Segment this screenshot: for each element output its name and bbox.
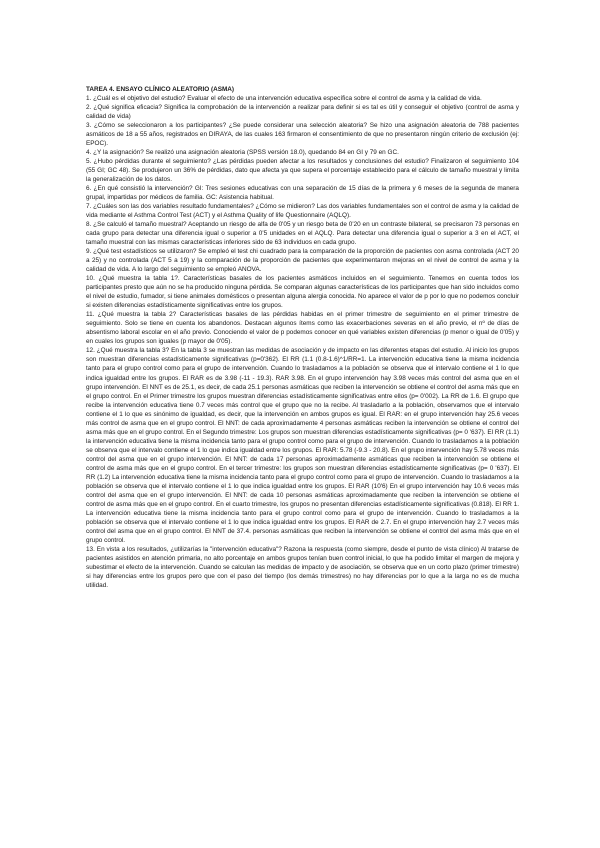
answer-paragraph-2: 2. ¿Qué significa eficacia? Significa la comprobación de la intervención a realizar para definir si es tal es útil y conseguir el objetivo (control de asma y calidad de vida) [86, 104, 519, 121]
document-page [86, 85, 519, 590]
answer-paragraph-13: 13. En vista a los resultados, ¿utilizarías la "intervención educativa"? Razona la respuesta (como siempre, desde el punto de vista clínico) Al tratarse de pacientes asistidos en atención primaria, no alto porcentaje en ambos grupos tenían buen control inicial, lo que ha podido limitar el margen de mejora y subestimar el efecto de la intervención. Cuando se calculan las medidas de impacto y de asociación, se observa que en un corto plazo (primer trimestre) si hay diferencias entre los grupos pero que con el paso del tiempo (los demás trimestres) no hay diferencias por lo que a la larga no es de mucha utilidad. [86, 545, 519, 589]
answer-paragraph-3: 3. ¿Cómo se seleccionaron a los participantes? ¿Se puede considerar una selección aleatoria? Se hizo una asignación aleatoria de 788 pacientes asmáticos de 18 a 55 años, registrados en DIRAYA, de las cuales 163 firmaron el consentimiento de que no presentaron ningún criterio de exclusión (ej: EPOC). [86, 122, 519, 148]
answer-paragraph-12: 12. ¿Qué muestra la tabla 3? En la tabla 3 se muestran las medidas de asociación y de impacto en las diferentes etapas del estudio. Al inicio los grupos son muestran diferencias estadísticamente significativas (p=0'362). El RR (1.1 (0.8-1.6)^1/RR=1. La intervención educativa tiene la misma incidencia tanto para el grupo control como para el grupo de intervención. Cuando lo trasladamos a la población se observa que el intervalo contiene el 1 lo que indica igualdad entre los grupos. El RAR es de 3.98 (-11 - 19.3). RAR 3.98. En el grupo intervención hay 3.98 veces más control del asma que en el grupo intervención. El NNT es de 25.1, es decir, de cada 25.1 personas asmáticas que reciben la intervención se obtiene el control del asma más que en el grupo control. En el Primer trimestre los grupos muestran diferencias estadísticamente significativas entre ellos (p= 0'002). La RR de 1.6. El grupo que recibe la intervención educativa tiene 0.7 veces más control que el grupo que no la recibe. Al trasladarlo a la población, observamos que el intervalo contiene el 1 lo que es sinónimo de igualdad, es decir, que la intervención en ambos grupos es igual. El RAR: en el grupo intervención hay 25.6 veces más control de asma que en el grupo control. El NNT: de cada aproximadamente 4 personas asmáticas reciben la intervención se obtiene el control del asma más que en el grupo control. En el Segundo trimestre: Los grupos son muestran diferencias estadísticamente significativas (p= 0 '637). El RR (1.1) la intervención educativa tiene la misma incidencia tanto para el grupo control como para el grupo de intervención. Cuando lo trasladamos a la población se observa que el intervalo contiene el 1 lo que indica igualdad entre los grupos. El RAR: 5.78 (-9.3 - 20.8). En el grupo intervención hay 5.78 veces más control del asma que en el grupo intervención. El NNT: de cada 17 personas aproximadamente asmáticas que reciben la intervención se obtiene el control de asma más que en el grupo control. En el tercer trimestre: los grupos son muestran diferencias estadísticamente significativas (p= 0 '637). El RR (1.2) La intervención educativa tiene la misma incidencia tanto para el grupo control como para el grupo de intervención. Cuando lo trasladamos a la población se observa que el intervalo contiene el 1 lo que indica igualdad entre los grupos. El RAR (10'6) En el grupo intervención hay 10.6 veces más control del asma que en el grupo intervención. El NNT: de cada 10 personas asmáticas aproximadamente que reciben la intervención se obtiene el control de asma más que en el grupo control. En el cuarto trimestre, los grupos no presentan diferencias estadísticamente significativas (0.818). El RR 1. La intervención educativa tiene la misma incidencia tanto para el grupo control como para el grupo de intervención. Cuando lo trasladamos a la población se observa que el intervalo contiene el 1 lo que indica igualdad entre los grupos. El RAR de 2.7. En el grupo intervención hay 2.7 veces más control del asma que en el grupo control. El NNT de 37.4. personas asmáticas que reciben la intervención se obtiene el control del asma más que en el grupo control. [86, 347, 520, 544]
answer-paragraph-4: 4. ¿Y la asignación? Se realizó una asignación aleatoria (SPSS versión 18.0), quedando 84 en GI y 79 en GC. [86, 149, 399, 157]
answer-paragraph-5: 5. ¿Hubo pérdidas durante el seguimiento? ¿Las pérdidas pueden afectar a los resultados y conclusiones del estudio? Finalizaron el seguimiento 104 (55 GI; GC 48). Se produjeron un 36% de pérdidas, dato que afecta ya que supera el porcentaje establecido para el cálculo de tamaño muestral y limita la generalización de los datos. [86, 158, 519, 184]
answer-paragraph-11: 11. ¿Qué muestra la tabla 2? Características basales de las pérdidas habidas en el primer trimestre de seguimiento en el primer trimestre de seguimiento. Solo se tiene en cuenta los abandonos. Destacan algunos ítems como las exacerbaciones severas en el año previo, el nº de días de absentismo laboral escolar en el año previo. Conociendo el valor de p podemos conocer en qué variables existen diferencias (p menor o igual de 0'05) y en cuales los grupos son iguales (p mayor de 0'05). [86, 311, 519, 346]
answer-paragraph-10: 10. ¿Qué muestra la tabla 1?. Características basales de los pacientes asmáticos incluidos en el seguimiento. Tenemos en cuenta todos los participantes presto que aún no se ha producido ninguna pérdida. Se comparan algunas características de los participantes que han sido incluidos como el nivel de estudio, fumador, si tiene animales domésticos o presentan alguna alergia conocida. No aparece el valor de p por lo que no podemos concluir si existen diferencias estadísticamente significativas entre los grupos. [86, 275, 519, 310]
answer-paragraph-6: 6. ¿En qué consistió la intervención? GI: Tres sesiones educativas con una separación de 15 días de la primera y 6 meses de la segunda de manera grupal, impartidas por médicos de familia. GC: Asistencia habitual. [86, 185, 519, 202]
answer-paragraph-1: 1. ¿Cuál es el objetivo del estudio? Evaluar el efecto de una intervención educativa específica sobre el control de asma y la calidad de vida. [86, 95, 482, 103]
answer-paragraph-8: 8. ¿Se calculó el tamaño muestral? Aceptando un riesgo de alfa de 0'05 y un riesgo beta de 0'20 en un contraste bilateral, se precisaron 73 personas en cada grupo para detectar una diferencia igual o superior a 0'5 unidades en el AQLQ. Para detectar una diferencia igual o superior a 3 en el ACT, el tamaño muestral con las mismas características inferiores sido de 63 individuos en cada grupo. [86, 221, 519, 247]
answer-paragraph-7: 7. ¿Cuáles son las dos variables resultado fundamentales? ¿Cómo se midieron? Las dos variables fundamentales son el control de asma y la calidad de vida mediante el Asthma Control Test (ACT) y el Asthma Quality of life Questionnaire (AQLQ). [86, 203, 519, 220]
answer-paragraph-9: 9. ¿Qué test estadísticos se utilizaron? Se empleó el test chi cuadrado para la comparación de la proporción de pacientes con asma controlada (ACT 20 a 25) y no controlada (ACT 5 a 19) y la comparación de la proporción de pacientes que experimentaron mejoras en el nivel de control de asma y la calidad de vida. A lo largo del seguimiento se empleó ANOVA. [86, 248, 519, 274]
document-title: TAREA 4. ENSAYO CLÍNICO ALEATORIO (ASMA) [86, 86, 235, 93]
